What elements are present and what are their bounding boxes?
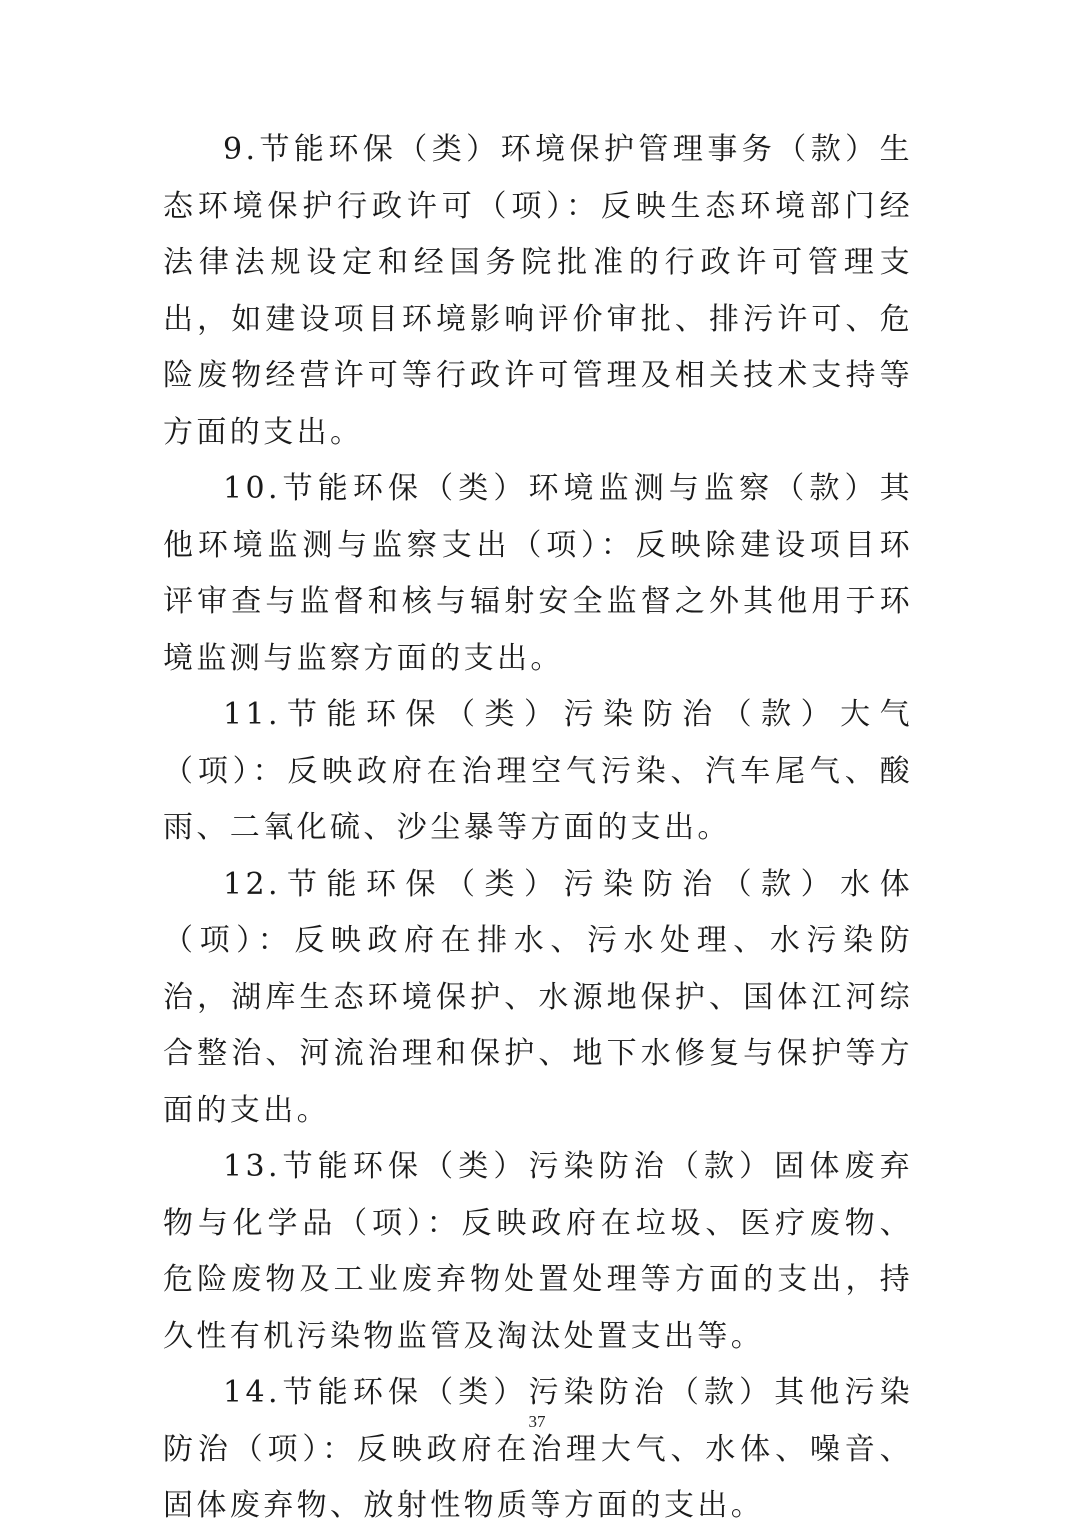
paragraph-item-13: 13.节能环保（类）污染防治（款）固体废弃物与化学品（项）：反映政府在垃圾、医疗废物、危险废物及工业废弃物处置处理等方面的支出，持久性有机污染物监管及淘汰处置支出等。 — [163, 1149, 913, 1354]
paragraph-item-12: 12.节能环保（类）污染防治（款）水体（项）：反映政府在排水、污水处理、水污染防治，湖库生态环境保护、水源地保护、国体江河综合整治、河流治理和保护、地下水修复与保护等方面的支出。 — [163, 866, 913, 1128]
page-number: 37 — [528, 1412, 546, 1431]
paragraph-item-14: 14.节能环保（类）污染防治（款）其他污染防治（项）：反映政府在治理大气、水体、噪音、固体废弃物、放射性物质等方面的支出。 — [163, 1375, 913, 1523]
paragraph-item-9: 9.节能环保（类）环境保护管理事务（款）生态环境保护行政许可（项）：反映生态环境部门经法律法规设定和经国务院批准的行政许可管理支出，如建设项目环境影响评价审批、排污许可、危险废物经营许可等行政许可管理及相关技术支持等方面的支出。 — [163, 132, 913, 450]
document-body — [163, 122, 913, 1535]
paragraph-item-11: 11.节能环保（类）污染防治（款）大气（项）：反映政府在治理空气污染、汽车尾气、酸雨、二氧化硫、沙尘暴等方面的支出。 — [163, 697, 913, 845]
paragraph-item-10: 10.节能环保（类）环境监测与监察（款）其他环境监测与监察支出（项）：反映除建设项目环评审查与监督和核与辐射安全监督之外其他用于环境监测与监察方面的支出。 — [163, 471, 913, 676]
